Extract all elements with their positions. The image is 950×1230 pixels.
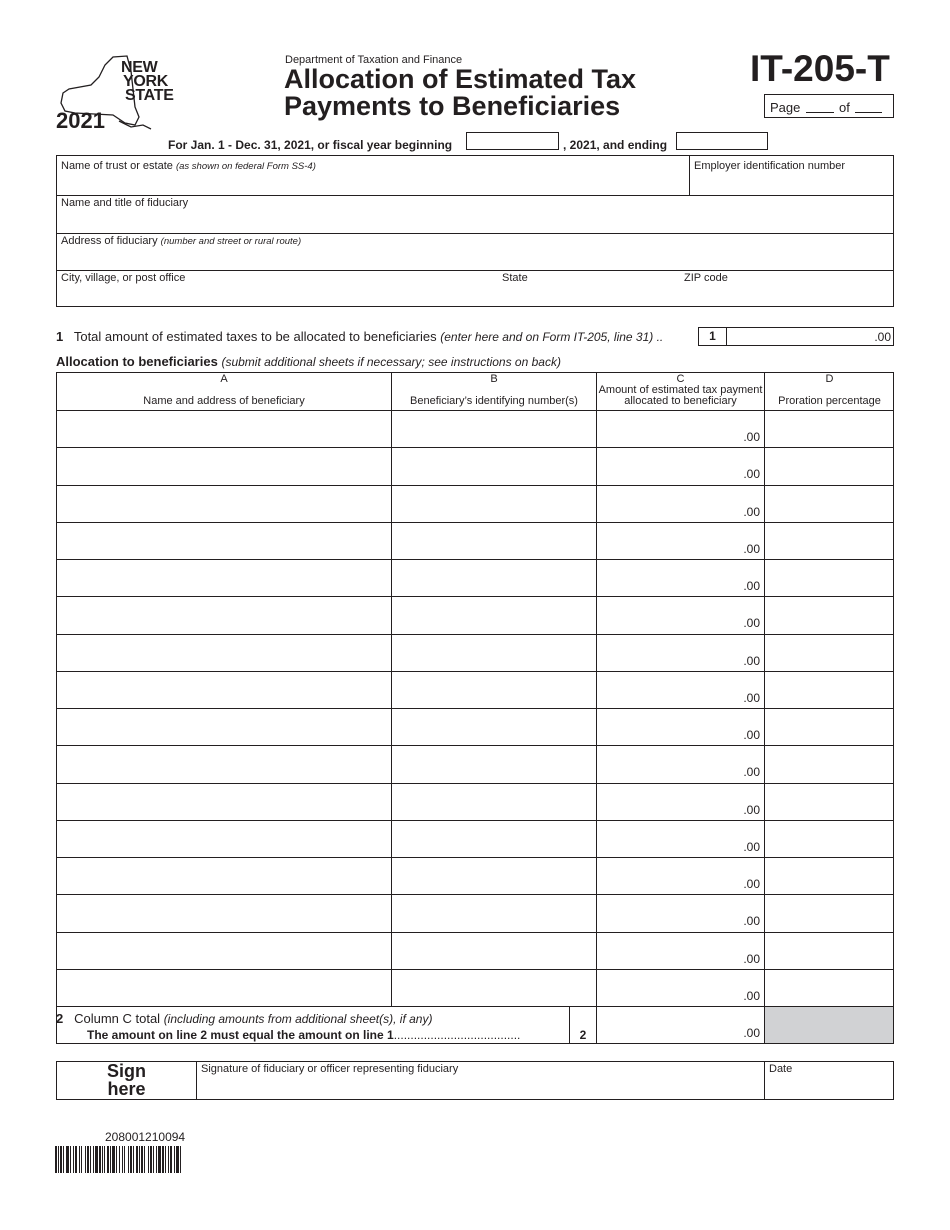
- form-title-line2: Payments to Beneficiaries: [284, 91, 621, 121]
- col-c-letter: C: [676, 373, 685, 385]
- barcode-bar: [95, 1146, 98, 1173]
- beneficiary-id-cell[interactable]: [392, 858, 596, 894]
- proration-percentage-cell[interactable]: [765, 597, 893, 633]
- beneficiary-name-cell[interactable]: [57, 895, 391, 931]
- form-title-line1: Allocation of Estimated Tax: [284, 64, 637, 94]
- line1-label: Total amount of estimated taxes to be allocated to beneficiaries: [73, 329, 437, 344]
- barcode-bar: [107, 1146, 109, 1173]
- col-d-label: Proration percentage: [778, 395, 881, 407]
- row-cents: .00: [743, 803, 760, 817]
- tax-year: 2021: [56, 108, 105, 133]
- barcode-bar: [150, 1146, 152, 1173]
- line2-cents: .00: [743, 1026, 760, 1040]
- barcode-bar: [75, 1146, 77, 1173]
- allocated-amount-cell[interactable]: [597, 895, 764, 931]
- state-field[interactable]: [498, 271, 678, 306]
- beneficiary-id-cell[interactable]: [392, 709, 596, 745]
- line2-instruction: [87, 1028, 520, 1042]
- barcode-bar: [153, 1146, 154, 1173]
- row-cents: .00: [743, 579, 760, 593]
- trust-name-field[interactable]: [57, 156, 689, 195]
- address-note: (number and street or rural route): [160, 236, 302, 247]
- beneficiary-name-cell[interactable]: [57, 970, 391, 1006]
- barcode-bar: [93, 1146, 94, 1173]
- sign-label-line1: Sign: [107, 1061, 146, 1081]
- line1-cents: .00: [874, 330, 891, 344]
- barcode-bar: [70, 1146, 71, 1173]
- state-label: State: [502, 272, 528, 284]
- line2-bold-text: The amount on line 2 must equal the amount on line 1: [87, 1028, 394, 1042]
- line2-number: 2: [56, 1011, 64, 1026]
- beneficiary-name-cell[interactable]: [57, 411, 391, 447]
- beneficiary-id-cell[interactable]: [392, 560, 596, 596]
- col-b-letter: B: [490, 373, 498, 385]
- col-c-label1: Amount of estimated tax payment: [598, 384, 763, 396]
- of-label: of: [839, 100, 850, 115]
- zip-field[interactable]: [680, 271, 893, 306]
- line2-shaded-cell: [765, 1007, 893, 1043]
- barcode-bar: [112, 1146, 115, 1173]
- beneficiary-id-cell[interactable]: [392, 448, 596, 484]
- beneficiary-id-cell[interactable]: [392, 411, 596, 447]
- row-cents: .00: [743, 542, 760, 556]
- barcode-bar: [60, 1146, 62, 1173]
- barcode-bar: [136, 1146, 138, 1173]
- allocated-amount-cell[interactable]: [597, 486, 764, 522]
- allocated-amount-cell[interactable]: [597, 933, 764, 969]
- col-d-letter: D: [825, 373, 834, 385]
- proration-percentage-cell[interactable]: [765, 970, 893, 1006]
- row-cents: .00: [743, 467, 760, 481]
- allocated-amount-cell[interactable]: [597, 672, 764, 708]
- logo-state: STATE: [125, 87, 174, 104]
- barcode-bar: [63, 1146, 64, 1173]
- beneficiary-name-cell[interactable]: [57, 821, 391, 857]
- barcode-bar: [141, 1146, 143, 1173]
- line2-label: Column C total: [74, 1011, 161, 1026]
- barcode-bar: [55, 1146, 57, 1173]
- fiscal-ending-label: , 2021, and ending: [563, 138, 668, 152]
- page-label: Page: [770, 100, 801, 115]
- trust-name-label: Name of trust or estate: [61, 160, 173, 172]
- barcode-bar: [73, 1146, 74, 1173]
- barcode-bar: [180, 1146, 181, 1173]
- barcode-bar: [119, 1146, 120, 1173]
- proration-percentage-cell[interactable]: [765, 933, 893, 969]
- col-b-label: Beneficiary’s identifying number(s): [410, 395, 578, 407]
- line2-box: 2: [569, 1006, 597, 1044]
- beneficiary-name-cell[interactable]: [57, 746, 391, 782]
- trust-name-note: (as shown on federal Form SS-4): [175, 161, 316, 172]
- row-cents: .00: [743, 840, 760, 854]
- line2-text: [56, 1011, 432, 1026]
- beneficiary-id-cell[interactable]: [392, 486, 596, 522]
- proration-percentage-cell[interactable]: [765, 709, 893, 745]
- beneficiary-id-cell[interactable]: [392, 597, 596, 633]
- proration-percentage-cell[interactable]: [765, 523, 893, 559]
- barcode-bar: [79, 1146, 80, 1173]
- barcode-bar: [165, 1146, 166, 1173]
- proration-percentage-cell[interactable]: [765, 784, 893, 820]
- city-field[interactable]: [57, 271, 497, 306]
- fiscal-begin-field[interactable]: [466, 132, 559, 150]
- barcode-bar: [174, 1146, 175, 1173]
- beneficiary-name-cell[interactable]: [57, 784, 391, 820]
- barcode-bar: [87, 1146, 89, 1173]
- line1-amount-field[interactable]: [726, 327, 894, 346]
- col-b-header: [392, 374, 596, 407]
- beneficiary-name-cell[interactable]: [57, 597, 391, 633]
- allocated-amount-cell[interactable]: [597, 597, 764, 633]
- allocation-note: (submit additional sheets if necessary; see instructions on back): [221, 355, 561, 369]
- line1-box: 1: [698, 327, 727, 346]
- barcode-bar: [144, 1146, 145, 1173]
- beneficiary-id-cell[interactable]: [392, 523, 596, 559]
- allocated-amount-cell[interactable]: [597, 821, 764, 857]
- proration-percentage-cell[interactable]: [765, 560, 893, 596]
- col-d-header: [765, 374, 894, 407]
- beneficiary-id-cell[interactable]: [392, 933, 596, 969]
- line2-amount-field[interactable]: [597, 1007, 764, 1043]
- col-c-header: [597, 374, 764, 407]
- allocated-amount-cell[interactable]: [597, 560, 764, 596]
- beneficiary-name-cell[interactable]: [57, 635, 391, 671]
- logo-new: NEW: [121, 59, 158, 76]
- proration-percentage-cell[interactable]: [765, 672, 893, 708]
- barcode-bar: [170, 1146, 172, 1173]
- barcode-bar: [133, 1146, 134, 1173]
- beneficiary-name-cell[interactable]: [57, 523, 391, 559]
- beneficiary-id-cell[interactable]: [392, 970, 596, 1006]
- allocated-amount-cell[interactable]: [597, 858, 764, 894]
- barcode-bar: [99, 1146, 101, 1173]
- ein-field[interactable]: [690, 156, 893, 195]
- row-cents: .00: [743, 654, 760, 668]
- allocated-amount-cell[interactable]: [597, 523, 764, 559]
- line2-dots: ......................................: [393, 1028, 521, 1042]
- barcode-bar: [122, 1146, 123, 1173]
- page-total-field[interactable]: [855, 112, 882, 113]
- sign-label-line2: here: [107, 1079, 146, 1099]
- beneficiary-name-cell[interactable]: [57, 560, 391, 596]
- page-box: [764, 94, 894, 118]
- col-c-label2: allocated to beneficiary: [624, 395, 737, 407]
- barcode-bar: [66, 1146, 69, 1173]
- city-label: City, village, or post office: [61, 272, 186, 284]
- line1-number: 1: [56, 329, 64, 344]
- barcode-bar: [139, 1146, 140, 1173]
- date-label: Date: [769, 1063, 793, 1075]
- allocated-amount-cell[interactable]: [597, 746, 764, 782]
- fiduciary-label: Name and title of fiduciary: [61, 197, 189, 209]
- beneficiary-name-cell[interactable]: [57, 672, 391, 708]
- allocation-heading: [56, 354, 561, 369]
- row-cents: .00: [743, 877, 760, 891]
- allocated-amount-cell[interactable]: [597, 635, 764, 671]
- barcode-number: 208001210094: [105, 1130, 186, 1144]
- row-cents: .00: [743, 728, 760, 742]
- barcode-bar: [85, 1146, 86, 1173]
- barcode-bar: [90, 1146, 91, 1173]
- beneficiary-id-cell[interactable]: [392, 784, 596, 820]
- row-cents: .00: [743, 765, 760, 779]
- beneficiary-id-cell[interactable]: [392, 672, 596, 708]
- barcode-bar: [176, 1146, 179, 1173]
- beneficiary-name-cell[interactable]: [57, 709, 391, 745]
- barcode-bar: [148, 1146, 149, 1173]
- beneficiary-id-cell[interactable]: [392, 746, 596, 782]
- col-a-label: Name and address of beneficiary: [143, 395, 305, 407]
- col-a-header: [57, 374, 391, 407]
- barcode-bar: [124, 1146, 125, 1173]
- form-number: IT-205-T: [750, 48, 890, 89]
- line1-text: [56, 329, 663, 344]
- row-cents: .00: [743, 914, 760, 928]
- page-number-field[interactable]: [806, 112, 834, 113]
- logo-york: YORK: [123, 73, 169, 90]
- row-cents: .00: [743, 616, 760, 630]
- allocated-amount-cell[interactable]: [597, 709, 764, 745]
- barcode-bar: [168, 1146, 169, 1173]
- barcode-bar: [130, 1146, 132, 1173]
- proration-percentage-cell[interactable]: [765, 486, 893, 522]
- proration-percentage-cell[interactable]: [765, 858, 893, 894]
- barcode-bar: [104, 1146, 105, 1173]
- proration-percentage-cell[interactable]: [765, 895, 893, 931]
- barcode-bar: [110, 1146, 111, 1173]
- sign-here-label: [57, 1062, 196, 1098]
- barcode-bar: [162, 1146, 164, 1173]
- ein-label: Employer identification number: [694, 160, 846, 172]
- beneficiary-name-cell[interactable]: [57, 858, 391, 894]
- row-cents: .00: [743, 952, 760, 966]
- barcode-image: [55, 1146, 240, 1173]
- col-a-letter: A: [220, 373, 228, 385]
- allocated-amount-cell[interactable]: [597, 411, 764, 447]
- proration-percentage-cell[interactable]: [765, 635, 893, 671]
- beneficiary-id-cell[interactable]: [392, 635, 596, 671]
- barcode-bar: [128, 1146, 129, 1173]
- barcode-bar: [58, 1146, 59, 1173]
- barcode-bar: [156, 1146, 157, 1173]
- proration-percentage-cell[interactable]: [765, 411, 893, 447]
- line2-note: (including amounts from additional sheet(s), if any): [163, 1012, 433, 1026]
- zip-label: ZIP code: [684, 272, 728, 284]
- barcode-bar: [158, 1146, 161, 1173]
- fiduciary-name-field[interactable]: [57, 196, 893, 233]
- allocated-amount-cell[interactable]: [597, 448, 764, 484]
- proration-percentage-cell[interactable]: [765, 746, 893, 782]
- allocated-amount-cell[interactable]: [597, 970, 764, 1006]
- barcode-bar: [102, 1146, 103, 1173]
- row-cents: .00: [743, 430, 760, 444]
- barcode-bar: [81, 1146, 82, 1173]
- date-field[interactable]: [765, 1062, 893, 1099]
- beneficiary-name-cell[interactable]: [57, 448, 391, 484]
- row-cents: .00: [743, 691, 760, 705]
- signature-field[interactable]: [197, 1062, 764, 1099]
- allocation-title: Allocation to beneficiaries: [56, 354, 218, 369]
- beneficiary-name-cell[interactable]: [57, 486, 391, 522]
- signature-label: Signature of fiduciary or officer representing fiduciary: [201, 1063, 459, 1075]
- beneficiary-name-cell[interactable]: [57, 933, 391, 969]
- proration-percentage-cell[interactable]: [765, 448, 893, 484]
- fiscal-end-field[interactable]: [676, 132, 768, 150]
- beneficiary-id-cell[interactable]: [392, 895, 596, 931]
- beneficiary-id-cell[interactable]: [392, 821, 596, 857]
- row-cents: .00: [743, 505, 760, 519]
- row-cents: .00: [743, 989, 760, 1003]
- nys-logo: [55, 55, 185, 135]
- fiduciary-address-field[interactable]: [57, 234, 893, 270]
- line1-note: (enter here and on Form IT-205, line 31) ..: [440, 330, 664, 344]
- address-label: Address of fiduciary: [61, 235, 158, 247]
- barcode-bar: [116, 1146, 117, 1173]
- department-name: Department of Taxation and Finance: [285, 54, 463, 66]
- proration-percentage-cell[interactable]: [765, 821, 893, 857]
- allocated-amount-cell[interactable]: [597, 784, 764, 820]
- tax-period-label: For Jan. 1 - Dec. 31, 2021, or fiscal year beginning: [168, 138, 453, 152]
